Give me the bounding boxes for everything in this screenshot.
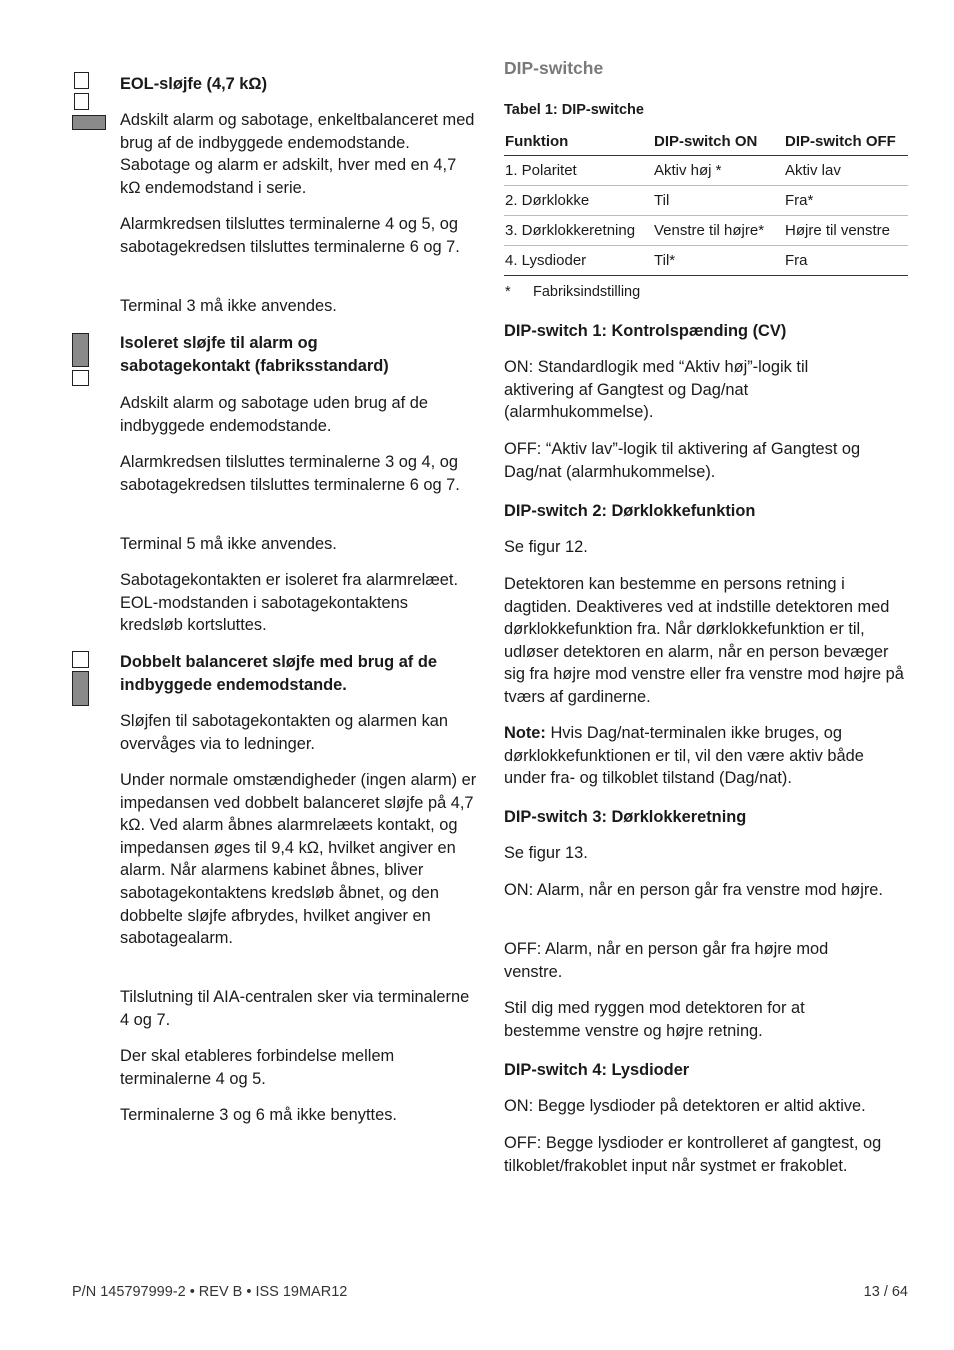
paragraph: Terminal 3 må ikke anvendes.	[120, 297, 337, 315]
paragraph: Under normale omstændigheder (ingen alarm) er impedansen ved dobbelt balanceret sløjfe på 4,7 kΩ. Ved alarm åbnes alarmrelæets kontakt, og impedansen øges til 9,4 kΩ, hvilket angiver en alarm. Når alarmens kabinet åbnes, bliver sabotagekontaktens kredsløb åbnet, og den dobbelte sløjfe afbrydes, hvilket angiver en sabotagealarm.	[120, 771, 477, 948]
table-cell: Fra*	[784, 186, 908, 216]
table-cell: 4. Lysdioder	[504, 246, 653, 276]
table-cell: Til*	[653, 246, 784, 276]
paragraph: ON: Alarm, når en person går fra venstre mod højre.	[504, 881, 883, 899]
note-text: Hvis Dag/nat-terminalen ikke bruges, og dørklokkefunktionen er til, vil den være aktiv både under fra- og tilkoblet tilstand (Dag/nat).	[504, 724, 864, 788]
dip-switch-4-heading: DIP-switch 4: Lysdioder	[504, 1061, 690, 1079]
jumper-eol-icon	[72, 72, 108, 132]
table-header-row	[504, 127, 908, 156]
table-cell: Til	[653, 186, 784, 216]
paragraph: Alarmkredsen tilsluttes terminalerne 4 og 5, og sabotagekredsen tilsluttes terminalerne 6 og 7.	[120, 215, 460, 256]
table-caption: Tabel 1: DIP-switche	[504, 102, 644, 118]
section-heading-double-balanced: Dobbelt balanceret sløjfe med brug af de indbyggede endemodstande.	[120, 653, 437, 694]
paragraph: Terminalerne 3 og 6 må ikke benyttes.	[120, 1106, 397, 1124]
section-heading-isolated: Isoleret sløjfe til alarm og sabotagekontakt (fabriksstandard)	[120, 334, 389, 375]
table-cell: 3. Dørklokkeretning	[504, 216, 653, 246]
note-paragraph	[504, 722, 910, 790]
column-header: Funktion	[504, 127, 653, 156]
paragraph: Alarmkredsen tilsluttes terminalerne 3 og 4, og sabotagekredsen tilsluttes terminalerne 6 og 7.	[120, 453, 460, 494]
dip-switch-3-heading: DIP-switch 3: Dørklokkeretning	[504, 808, 747, 826]
paragraph: OFF: Alarm, når en person går fra højre mod venstre.	[504, 940, 829, 981]
paragraph: Se figur 13.	[504, 844, 588, 862]
paragraph: ON: Standardlogik med “Aktiv høj”-logik til aktivering af Gangtest og Dag/nat (alarmhukommelse).	[504, 358, 809, 422]
footnote-text: Fabriksindstilling	[533, 284, 641, 300]
footer-part-number: P/N 145797999-2 • REV B • ISS 19MAR12	[72, 1284, 348, 1300]
table-row	[504, 156, 908, 186]
paragraph: Adskilt alarm og sabotage, enkeltbalanceret med brug af de indbyggede endemodstande. Sabotage og alarm er adskilt, hver med en 4,7 kΩ endemodstand i serie.	[120, 111, 475, 197]
paragraph: Stil dig med ryggen mod detektoren for at bestemme venstre og højre retning.	[504, 999, 805, 1040]
table-row	[504, 216, 908, 246]
paragraph: Se figur 12.	[504, 538, 588, 556]
column-header: DIP-switch OFF	[784, 127, 908, 156]
table-cell: 2. Dørklokke	[504, 186, 653, 216]
paragraph: OFF: “Aktiv lav”-logik til aktivering af Gangtest og Dag/nat (alarmhukommelse).	[504, 440, 861, 481]
section-heading-eol: EOL-sløjfe (4,7 kΩ)	[120, 75, 268, 93]
table-row	[504, 246, 908, 276]
note-label: Note:	[504, 724, 546, 742]
dip-switch-table	[504, 127, 908, 276]
paragraph: Terminal 5 må ikke anvendes.	[120, 535, 337, 553]
paragraph: Adskilt alarm og sabotage uden brug af de indbyggede endemodstande.	[120, 394, 428, 435]
column-header: DIP-switch ON	[653, 127, 784, 156]
jumper-isolated-icon	[72, 333, 92, 387]
paragraph: Sløjfen til sabotagekontakten og alarmen kan overvåges via to ledninger.	[120, 712, 449, 753]
table-cell: Venstre til højre*	[653, 216, 784, 246]
table-cell: Højre til venstre	[784, 216, 908, 246]
paragraph: OFF: Begge lysdioder er kontrolleret af gangtest, og tilkoblet/frakoblet input når systmet er frakoblet.	[504, 1134, 882, 1175]
paragraph: ON: Begge lysdioder på detektoren er altid aktive.	[504, 1097, 866, 1115]
paragraph: Tilslutning til AIA-centralen sker via terminalerne 4 og 7.	[120, 988, 470, 1029]
table-cell: Aktiv lav	[784, 156, 908, 186]
dip-switch-2-heading: DIP-switch 2: Dørklokkefunktion	[504, 502, 756, 520]
dip-switch-1-heading: DIP-switch 1: Kontrolspænding (CV)	[504, 322, 787, 340]
table-cell: 1. Polaritet	[504, 156, 653, 186]
table-cell: Aktiv høj *	[653, 156, 784, 186]
footer-page-number: 13 / 64	[863, 1284, 908, 1300]
footnote-mark: *	[505, 284, 511, 300]
table-row	[504, 186, 908, 216]
paragraph: Detektoren kan bestemme en persons retning i dagtiden. Deaktiveres ved at indstille detektoren med dørklokkefunktion fra. Når dørklokkefunktion er til, udløser detektoren en alarm, når en person bevæger sig fra højre mod venstre eller fra venstre mod højre på tværs af gardinerne.	[504, 575, 904, 706]
page-section-title: DIP-switche	[504, 58, 604, 78]
table-cell: Fra	[784, 246, 908, 276]
paragraph: Der skal etableres forbindelse mellem terminalerne 4 og 5.	[120, 1047, 395, 1088]
paragraph: Sabotagekontakten er isoleret fra alarmrelæet. EOL-modstanden i sabotagekontaktens kredsløb kortsluttes.	[120, 571, 459, 635]
jumper-double-balanced-icon	[72, 651, 92, 707]
